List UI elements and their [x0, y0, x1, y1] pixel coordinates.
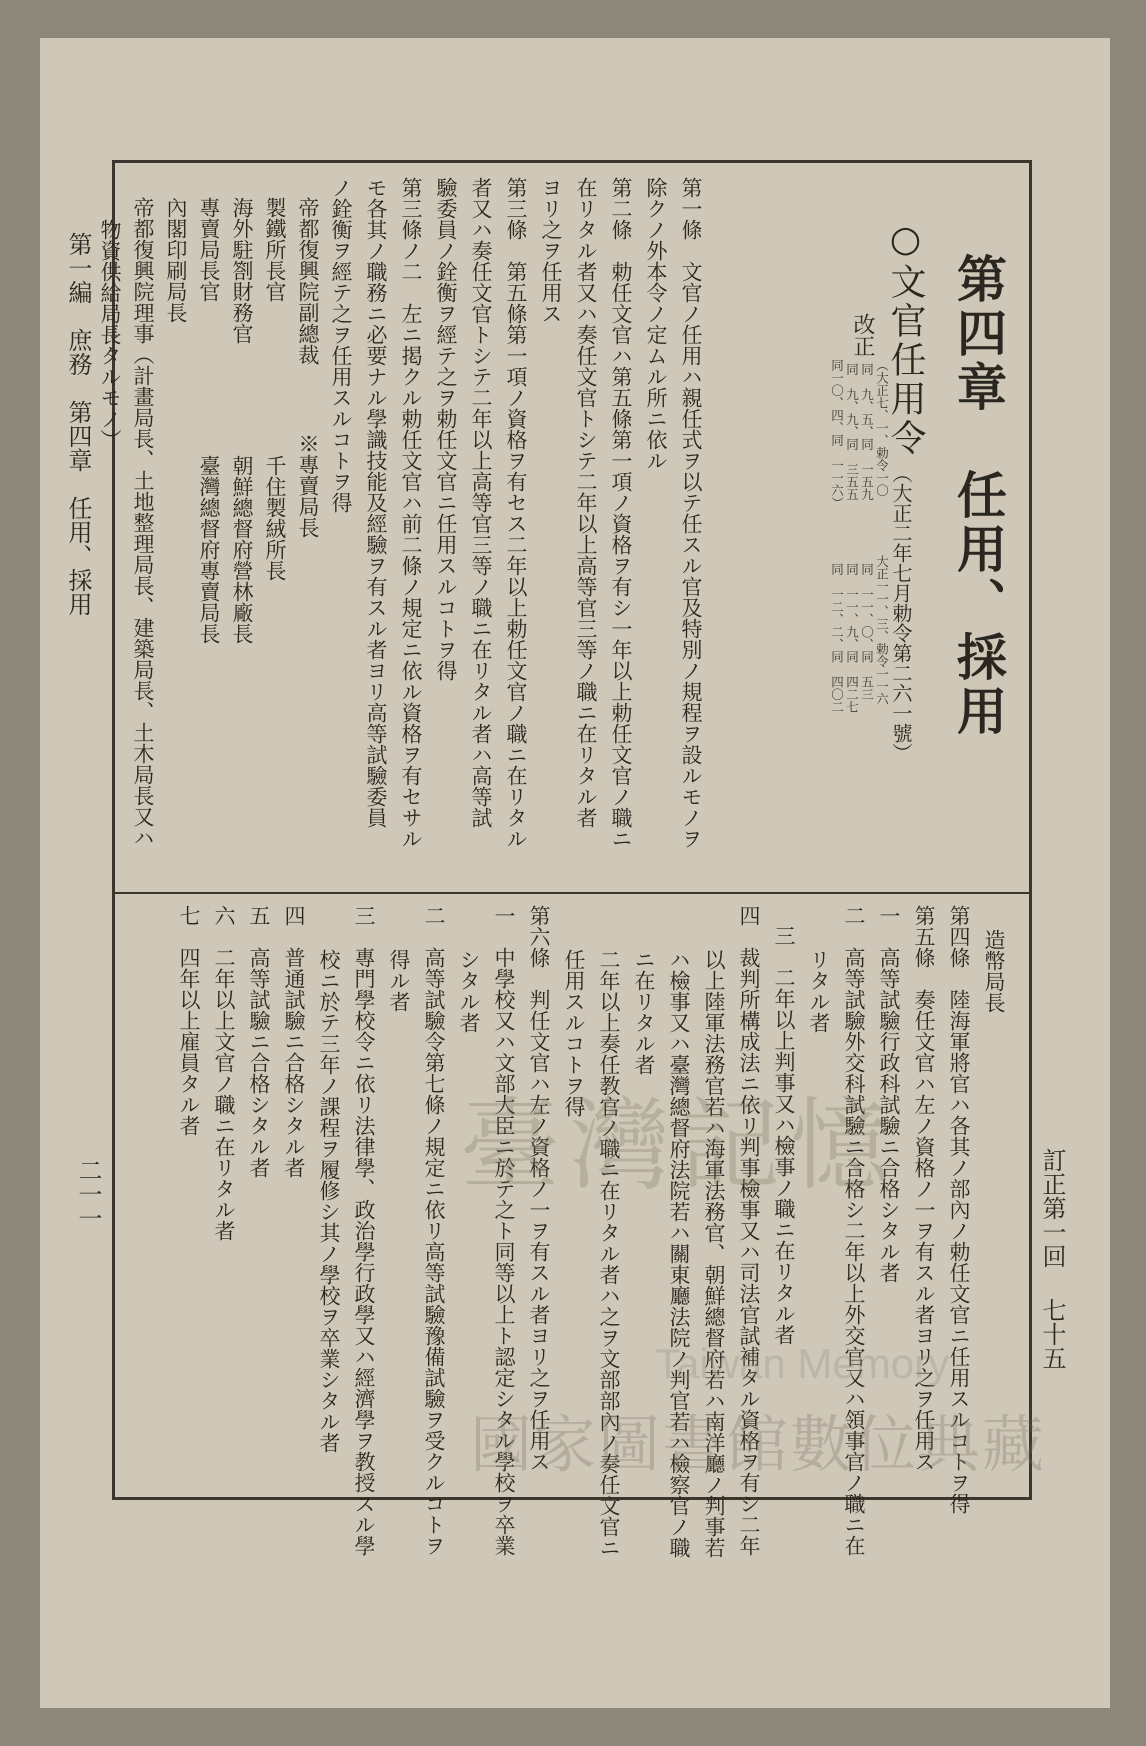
amend-col: 同 九、九、同 三五五: [844, 363, 860, 501]
article-line: 五 高等試驗ニ合格シタル者: [247, 905, 271, 1178]
article-line: シタル者: [457, 949, 481, 1033]
article-line: 以上陸軍法務官若ハ海軍法務官、朝鮮總督府若ハ南洋廳ノ判事若: [702, 949, 726, 1558]
amend-col: 同一〇、四、同 一一六）: [829, 359, 845, 509]
amend-col: 同 九、五、同 一五九: [859, 363, 875, 501]
watermark-logo-text: 臺灣記憶: [460, 1087, 900, 1204]
article-line: 專賣局長官: [197, 197, 221, 302]
chapter-title: 第四章 任用、採用: [949, 253, 1008, 739]
article-line: 千住製絨所長: [263, 455, 287, 581]
article-line: 帝都復興院理事（計畫局長、土地整理局長、建築局長、土木局長又ハ: [131, 197, 155, 848]
amend-col: （大正七、一、勅令一〇: [874, 359, 890, 497]
article-line: 內閣印刷局長: [164, 197, 188, 323]
article-line: 三 專門學校令ニ依リ法律學、政治學行政學又ハ經濟學ヲ教授スル學: [352, 905, 376, 1556]
article-line: 第一條 文官ノ任用ハ親任式ヲ以テ任スル官及特別ノ規程ヲ設ルモノヲ: [679, 177, 703, 849]
article-line: 帝都復興院副總裁: [296, 197, 320, 365]
article-line: 在リタル者又ハ奏任文官トシテ二年以上高等官三等ノ職ニ在リタル者: [574, 177, 598, 828]
amend-col: 大正一一、三、勅令一一六: [874, 555, 890, 705]
revision-page: 七十五: [1038, 1298, 1066, 1370]
article-line: ハ檢事又ハ臺灣總督府法院若ハ關東廳法院ノ判官若ハ檢察官ノ職: [667, 949, 691, 1558]
amend-col: 同 一一、九、同 四二七: [844, 563, 860, 713]
running-title: 第一編 庶務 第四章 任用、採用: [64, 232, 92, 616]
article-line: 二 高等試驗令第七條ノ規定ニ依リ高等試驗豫備試驗ヲ受クルコトヲ: [422, 905, 446, 1556]
article-line: 製鐵所長官: [263, 197, 287, 302]
article-line: 校ニ於テ三年ノ課程ヲ履修シ其ノ學校ヲ卒業シタル者: [317, 949, 341, 1453]
article-line: ※專賣局長: [296, 433, 320, 538]
article-line: 六 二年以上文官ノ職ニ在リタル者: [212, 905, 236, 1241]
article-line: 驗委員ノ銓衡ヲ經テ之ヲ勅任文官ニ任用スルコトヲ得: [434, 177, 458, 681]
article-line: 四 裁判所構成法ニ依リ判事檢事又ハ司法官試補タル資格ヲ有シ二年: [737, 905, 761, 1556]
article-line: 一 中學校又ハ文部大臣ニ於テ之ト同等以上ト認定シタル學校ヲ卒業: [492, 905, 516, 1556]
law-enacted: （大正二年七月勅令第二六一號）: [889, 463, 913, 763]
article-line: 臺灣總督府專賣局長: [197, 455, 221, 644]
article-line: ニ在リタル者: [632, 949, 656, 1075]
article-line: 第三條ノ二 左ニ掲クル勅任文官ハ前二條ノ規定ニ依ル資格ヲ有セサル: [399, 177, 423, 849]
article-line: 海外駐劄財務官: [230, 197, 254, 344]
article-line: 第五條 奏任文官ハ左ノ資格ノ一ヲ有スル者ヨリ之ヲ任用ス: [912, 905, 936, 1472]
amend-col: 同 一二、二、同 四〇二: [829, 563, 845, 713]
article-line: 二年以上奏任教官ノ職ニ在リタル者ハ之ヲ文部部內ノ奏任文官ニ: [597, 949, 621, 1558]
article-line: 七 四年以上雇員タル者: [177, 905, 201, 1136]
article-line: 除クノ外本令ノ定ムル所ニ依ル: [644, 177, 668, 471]
article-line: 第六條 判任文官ハ左ノ資格ノ一ヲ有スル者ヨリ之ヲ任用ス: [527, 905, 551, 1472]
law-title: ○文官任用令: [885, 219, 926, 458]
text-panel: [98, 160, 1032, 1558]
article-line: 物資供給局長タルモノ）: [98, 219, 122, 450]
section-divider: [115, 892, 1029, 894]
amend-label: 改正: [850, 313, 875, 357]
article-line: 三 二年以上判事又ハ檢事ノ職ニ在リタル者: [772, 925, 796, 1345]
watermark-english: Taiwan Memory: [655, 1340, 950, 1387]
article-line: ノ銓衡ヲ經テ之ヲ任用スルコトヲ得: [329, 177, 353, 513]
revision-label: 訂正第一回: [1038, 1148, 1066, 1268]
amend-col: 同 一一、〇、同 五三: [859, 563, 875, 701]
article-line: 造幣局長: [982, 929, 1006, 1013]
article-line: 得ル者: [387, 949, 411, 1012]
article-line: 第四條 陸海軍將官ハ各其ノ部內ノ勅任文官ニ任用スルコトヲ得: [947, 905, 971, 1514]
article-line: 第三條 第五條第一項ノ資格ヲ有セス二年以上勅任文官ノ職ニ在リタル: [504, 177, 528, 849]
article-line: ヨリ之ヲ任用ス: [539, 177, 563, 324]
article-line: 者又ハ奏任文官トシテ二年以上高等官三等ノ職ニ在リタル者ハ高等試: [469, 177, 493, 828]
page-number: 二一一: [74, 1158, 102, 1230]
article-line: 第二條 勅任文官ハ第五條第一項ノ資格ヲ有シ一年以上勅任文官ノ職ニ: [609, 177, 633, 849]
article-line: 朝鮮總督府營林廠長: [230, 455, 254, 644]
article-line: モ各其ノ職務ニ必要ナル學識技能及經驗ヲ有スル者ヨリ高等試驗委員: [364, 177, 388, 828]
article-line: 二 高等試驗外交科試驗ニ合格シ二年以上外交官又ハ領事官ノ職ニ在: [842, 905, 866, 1556]
article-line: 任用スルコトヲ得: [562, 949, 586, 1117]
article-line: 四 普通試驗ニ合格シタル者: [282, 905, 306, 1178]
article-line: リタル者: [807, 949, 831, 1033]
article-line: 一 高等試驗行政科試驗ニ合格シタル者: [877, 905, 901, 1283]
watermark-library: 國家圖書館數位典藏: [470, 1408, 1047, 1481]
